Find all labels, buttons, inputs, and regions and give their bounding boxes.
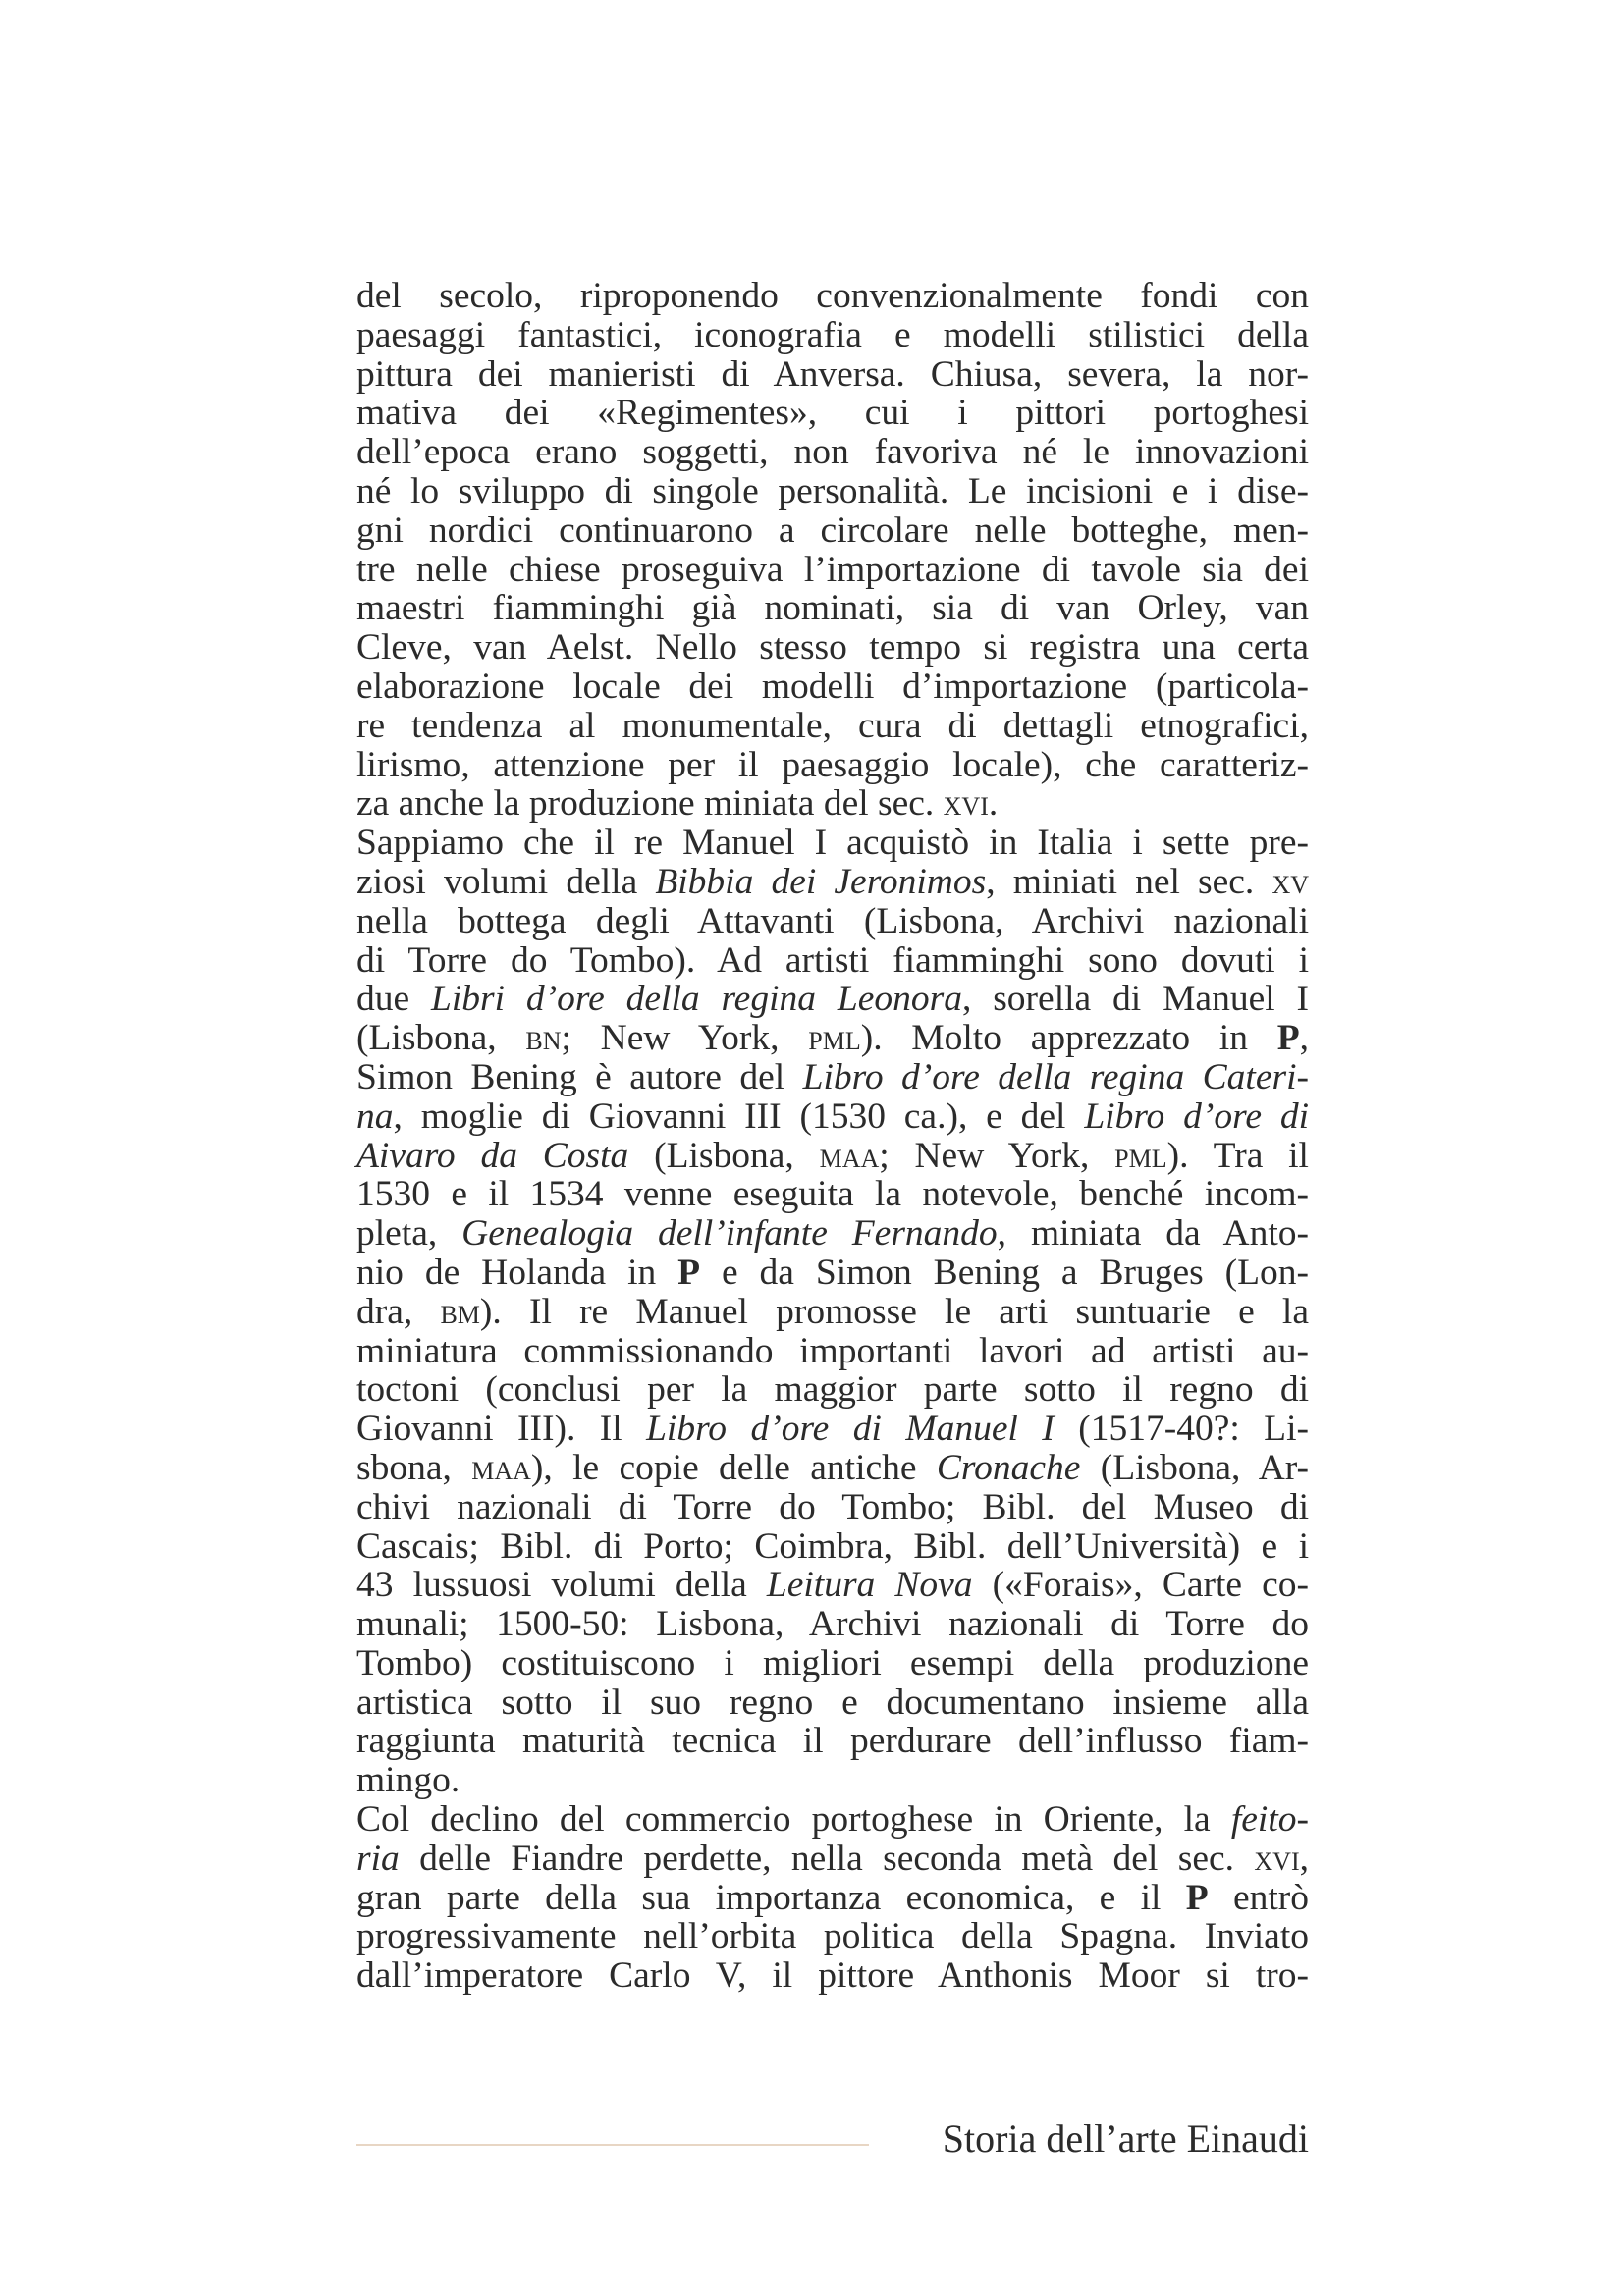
text-line — [356, 551, 1309, 590]
text-span: . — [988, 783, 999, 825]
text-span: munali; 1500-50: Lisbona, Archivi nazionali di Torre do — [356, 1604, 1309, 1645]
text-span: Libro d’ore della regina Cateri- — [802, 1056, 1309, 1097]
text-span: mativa dei «Regimentes», cui i pittori portoghesi — [356, 393, 1309, 434]
text-span: , sorella di Manuel I — [961, 979, 1309, 1020]
text-span: ria — [356, 1838, 400, 1879]
text-line — [356, 1449, 1309, 1488]
text-line — [356, 863, 1309, 902]
text-line — [356, 1644, 1309, 1683]
text-span: ; New York, — [879, 1135, 1115, 1176]
text-span: ). Molto apprezzato in — [860, 1018, 1277, 1059]
text-span: maa — [819, 1135, 880, 1176]
text-span: P — [1185, 1877, 1209, 1918]
text-line — [356, 824, 1309, 863]
text-line — [356, 1214, 1309, 1254]
text-span: Aivaro da Costa — [356, 1135, 629, 1176]
text-line — [356, 472, 1309, 511]
text-line — [356, 277, 1309, 316]
text-span: 43 lussuosi volumi della — [356, 1565, 767, 1606]
text-span: , moglie di Giovanni III (1530 ca.), e del — [393, 1095, 1085, 1137]
text-span: ). Tra il — [1166, 1135, 1309, 1176]
text-span: sbona, — [356, 1447, 472, 1488]
text-span: nio de Holanda in — [356, 1252, 678, 1293]
text-span: paesaggi fantastici, iconografia e modelli stilistici della — [356, 314, 1309, 355]
text-line — [356, 1488, 1309, 1527]
text-span: bm — [440, 1291, 480, 1332]
text-line — [356, 1097, 1309, 1137]
text-span: P — [1276, 1018, 1300, 1059]
text-line — [356, 1956, 1309, 1996]
text-span: , — [1299, 1018, 1309, 1059]
text-line — [356, 784, 1309, 824]
text-span: pittura dei manieristi di Anversa. Chiusa, severa, la nor- — [356, 353, 1309, 395]
text-span: gran parte della sua importanza economica, e il — [356, 1877, 1186, 1918]
text-line — [356, 902, 1309, 941]
text-span: 1530 e il 1534 venne eseguita la notevole, benché incom- — [356, 1174, 1309, 1215]
text-span: xv — [1271, 861, 1309, 902]
text-span: , — [1299, 1838, 1309, 1879]
text-line — [356, 1879, 1309, 1918]
text-line — [356, 589, 1309, 628]
text-span: («Forais», Carte co- — [972, 1565, 1310, 1606]
text-span: re tendenza al monumentale, cura di dettagli etnografici, — [356, 705, 1309, 746]
text-span: nella bottega degli Attavanti (Lisbona, Archivi nazionali — [356, 900, 1309, 941]
text-line — [356, 433, 1309, 472]
text-span: Sappiamo che il re Manuel I acquistò in Italia i sette pre- — [356, 823, 1309, 864]
text-line — [356, 355, 1309, 395]
text-span: (Lisbona, — [628, 1135, 820, 1176]
text-line — [356, 1293, 1309, 1332]
text-span: del secolo, riproponendo convenzionalmente fondi con — [356, 276, 1309, 316]
text-span: lirismo, attenzione per il paesaggio locale), che caratteriz- — [356, 744, 1309, 785]
text-line — [356, 1917, 1309, 1956]
text-span: za anche la produzione miniata del sec. — [356, 783, 944, 825]
text-span: Genealogia dell’infante Fernando — [461, 1213, 998, 1255]
text-span: né lo sviluppo di singole personalità. Le incisioni e i dise- — [356, 470, 1309, 511]
text-span: pleta, — [356, 1213, 462, 1255]
text-line — [356, 1683, 1309, 1723]
text-span: maestri fiamminghi già nominati, sia di van Orley, van — [356, 588, 1309, 629]
text-span: dall’imperatore Carlo V, il pittore Anthonis Moor si tro- — [356, 1955, 1309, 1997]
text-span: (Lisbona, — [356, 1018, 526, 1059]
text-span: delle Fiandre perdette, nella seconda metà del sec. — [399, 1838, 1255, 1879]
text-span: tre nelle chiese proseguiva l’importazione di tavole sia dei — [356, 549, 1309, 590]
text-line — [356, 1370, 1309, 1410]
text-span: Col declino del commercio portoghese in Oriente, la — [356, 1799, 1231, 1841]
text-span: maa — [471, 1447, 531, 1488]
text-span: feito- — [1230, 1799, 1309, 1841]
text-span: miniatura commissionando importanti lavori ad artisti au- — [356, 1330, 1309, 1371]
text-span: ), le copie delle antiche — [530, 1447, 937, 1488]
text-span: gni nordici continuarono a circolare nelle botteghe, men- — [356, 509, 1309, 551]
text-line — [356, 707, 1309, 746]
text-line — [356, 394, 1309, 433]
body-text — [356, 277, 1309, 1996]
text-span: mingo. — [356, 1760, 460, 1801]
text-span: entrò — [1208, 1877, 1309, 1918]
text-span: ziosi volumi della — [356, 861, 656, 902]
text-span: dra, — [356, 1291, 441, 1332]
text-line — [356, 980, 1309, 1019]
text-span: dell’epoca erano soggetti, non favoriva né le innovazioni — [356, 432, 1309, 473]
text-line — [356, 1175, 1309, 1214]
text-line — [356, 1527, 1309, 1567]
text-span: Cleve, van Aelst. Nello stesso tempo si registra una certa — [356, 627, 1309, 668]
text-span: raggiunta maturità tecnica il perdurare dell’influsso fiam- — [356, 1721, 1309, 1762]
text-line — [356, 1332, 1309, 1371]
text-span: toctoni (conclusi per la maggior parte sotto il regno di — [356, 1369, 1309, 1411]
text-line — [356, 1058, 1309, 1097]
text-span: bn — [525, 1018, 562, 1059]
text-span: Bibbia dei Jeronimos — [655, 861, 987, 902]
text-line — [356, 1605, 1309, 1644]
text-span: di Torre do Tombo). Ad artisti fiamminghi sono dovuti i — [356, 939, 1309, 981]
text-span: pml — [1114, 1135, 1167, 1176]
text-line — [356, 316, 1309, 355]
text-line — [356, 511, 1309, 551]
text-line — [356, 941, 1309, 981]
text-span: Libri d’ore della regina Leonora — [431, 979, 962, 1020]
text-span: Cronache — [936, 1447, 1081, 1488]
text-line — [356, 1137, 1309, 1176]
text-span: Libro d’ore di — [1084, 1095, 1309, 1137]
text-span: Giovanni III). Il — [356, 1409, 647, 1450]
text-span: (1517-40?: Li- — [1054, 1409, 1309, 1450]
text-span: elaborazione locale dei modelli d’importazione (particola- — [356, 666, 1309, 707]
text-line — [356, 1254, 1309, 1293]
text-line — [356, 1761, 1309, 1800]
text-span: Cascais; Bibl. di Porto; Coimbra, Bibl. dell’Università) e i — [356, 1525, 1309, 1567]
text-line — [356, 1722, 1309, 1761]
text-span: e da Simon Bening a Bruges (Lon- — [700, 1252, 1309, 1293]
text-line — [356, 1019, 1309, 1058]
text-line — [356, 1840, 1309, 1879]
text-span: Simon Bening è autore del — [356, 1056, 803, 1097]
footer-divider — [356, 2144, 869, 2146]
text-line — [356, 1410, 1309, 1449]
text-span: ). Il re Manuel promosse le arti suntuarie e la — [479, 1291, 1309, 1332]
text-span: (Lisbona, Ar- — [1080, 1447, 1310, 1488]
text-span: ; New York, — [561, 1018, 809, 1059]
text-line — [356, 628, 1309, 667]
text-span: pml — [808, 1018, 861, 1059]
text-span: artistica sotto il suo regno e documentano insieme alla — [356, 1682, 1309, 1723]
text-span: Tombo) costituiscono i migliori esempi della produzione — [356, 1642, 1309, 1683]
text-span: na — [356, 1095, 394, 1137]
text-span: xvi — [1254, 1838, 1300, 1879]
text-line — [356, 1800, 1309, 1840]
text-span: due — [356, 979, 432, 1020]
text-span: progressivamente nell’orbita politica della Spagna. Inviato — [356, 1916, 1309, 1957]
text-span: chivi nazionali di Torre do Tombo; Bibl. del Museo di — [356, 1486, 1309, 1527]
text-line — [356, 746, 1309, 785]
text-span: Leitura Nova — [766, 1565, 973, 1606]
text-span: xvi — [943, 783, 989, 825]
text-line — [356, 667, 1309, 707]
text-span: , miniati nel sec. — [986, 861, 1272, 902]
text-span: P — [677, 1252, 701, 1293]
footer-title: Storia dell’arte Einaudi — [942, 2116, 1309, 2161]
text-span: , miniata da Anto- — [997, 1213, 1309, 1255]
text-line — [356, 1566, 1309, 1605]
text-span: Libro d’ore di Manuel I — [646, 1409, 1055, 1450]
